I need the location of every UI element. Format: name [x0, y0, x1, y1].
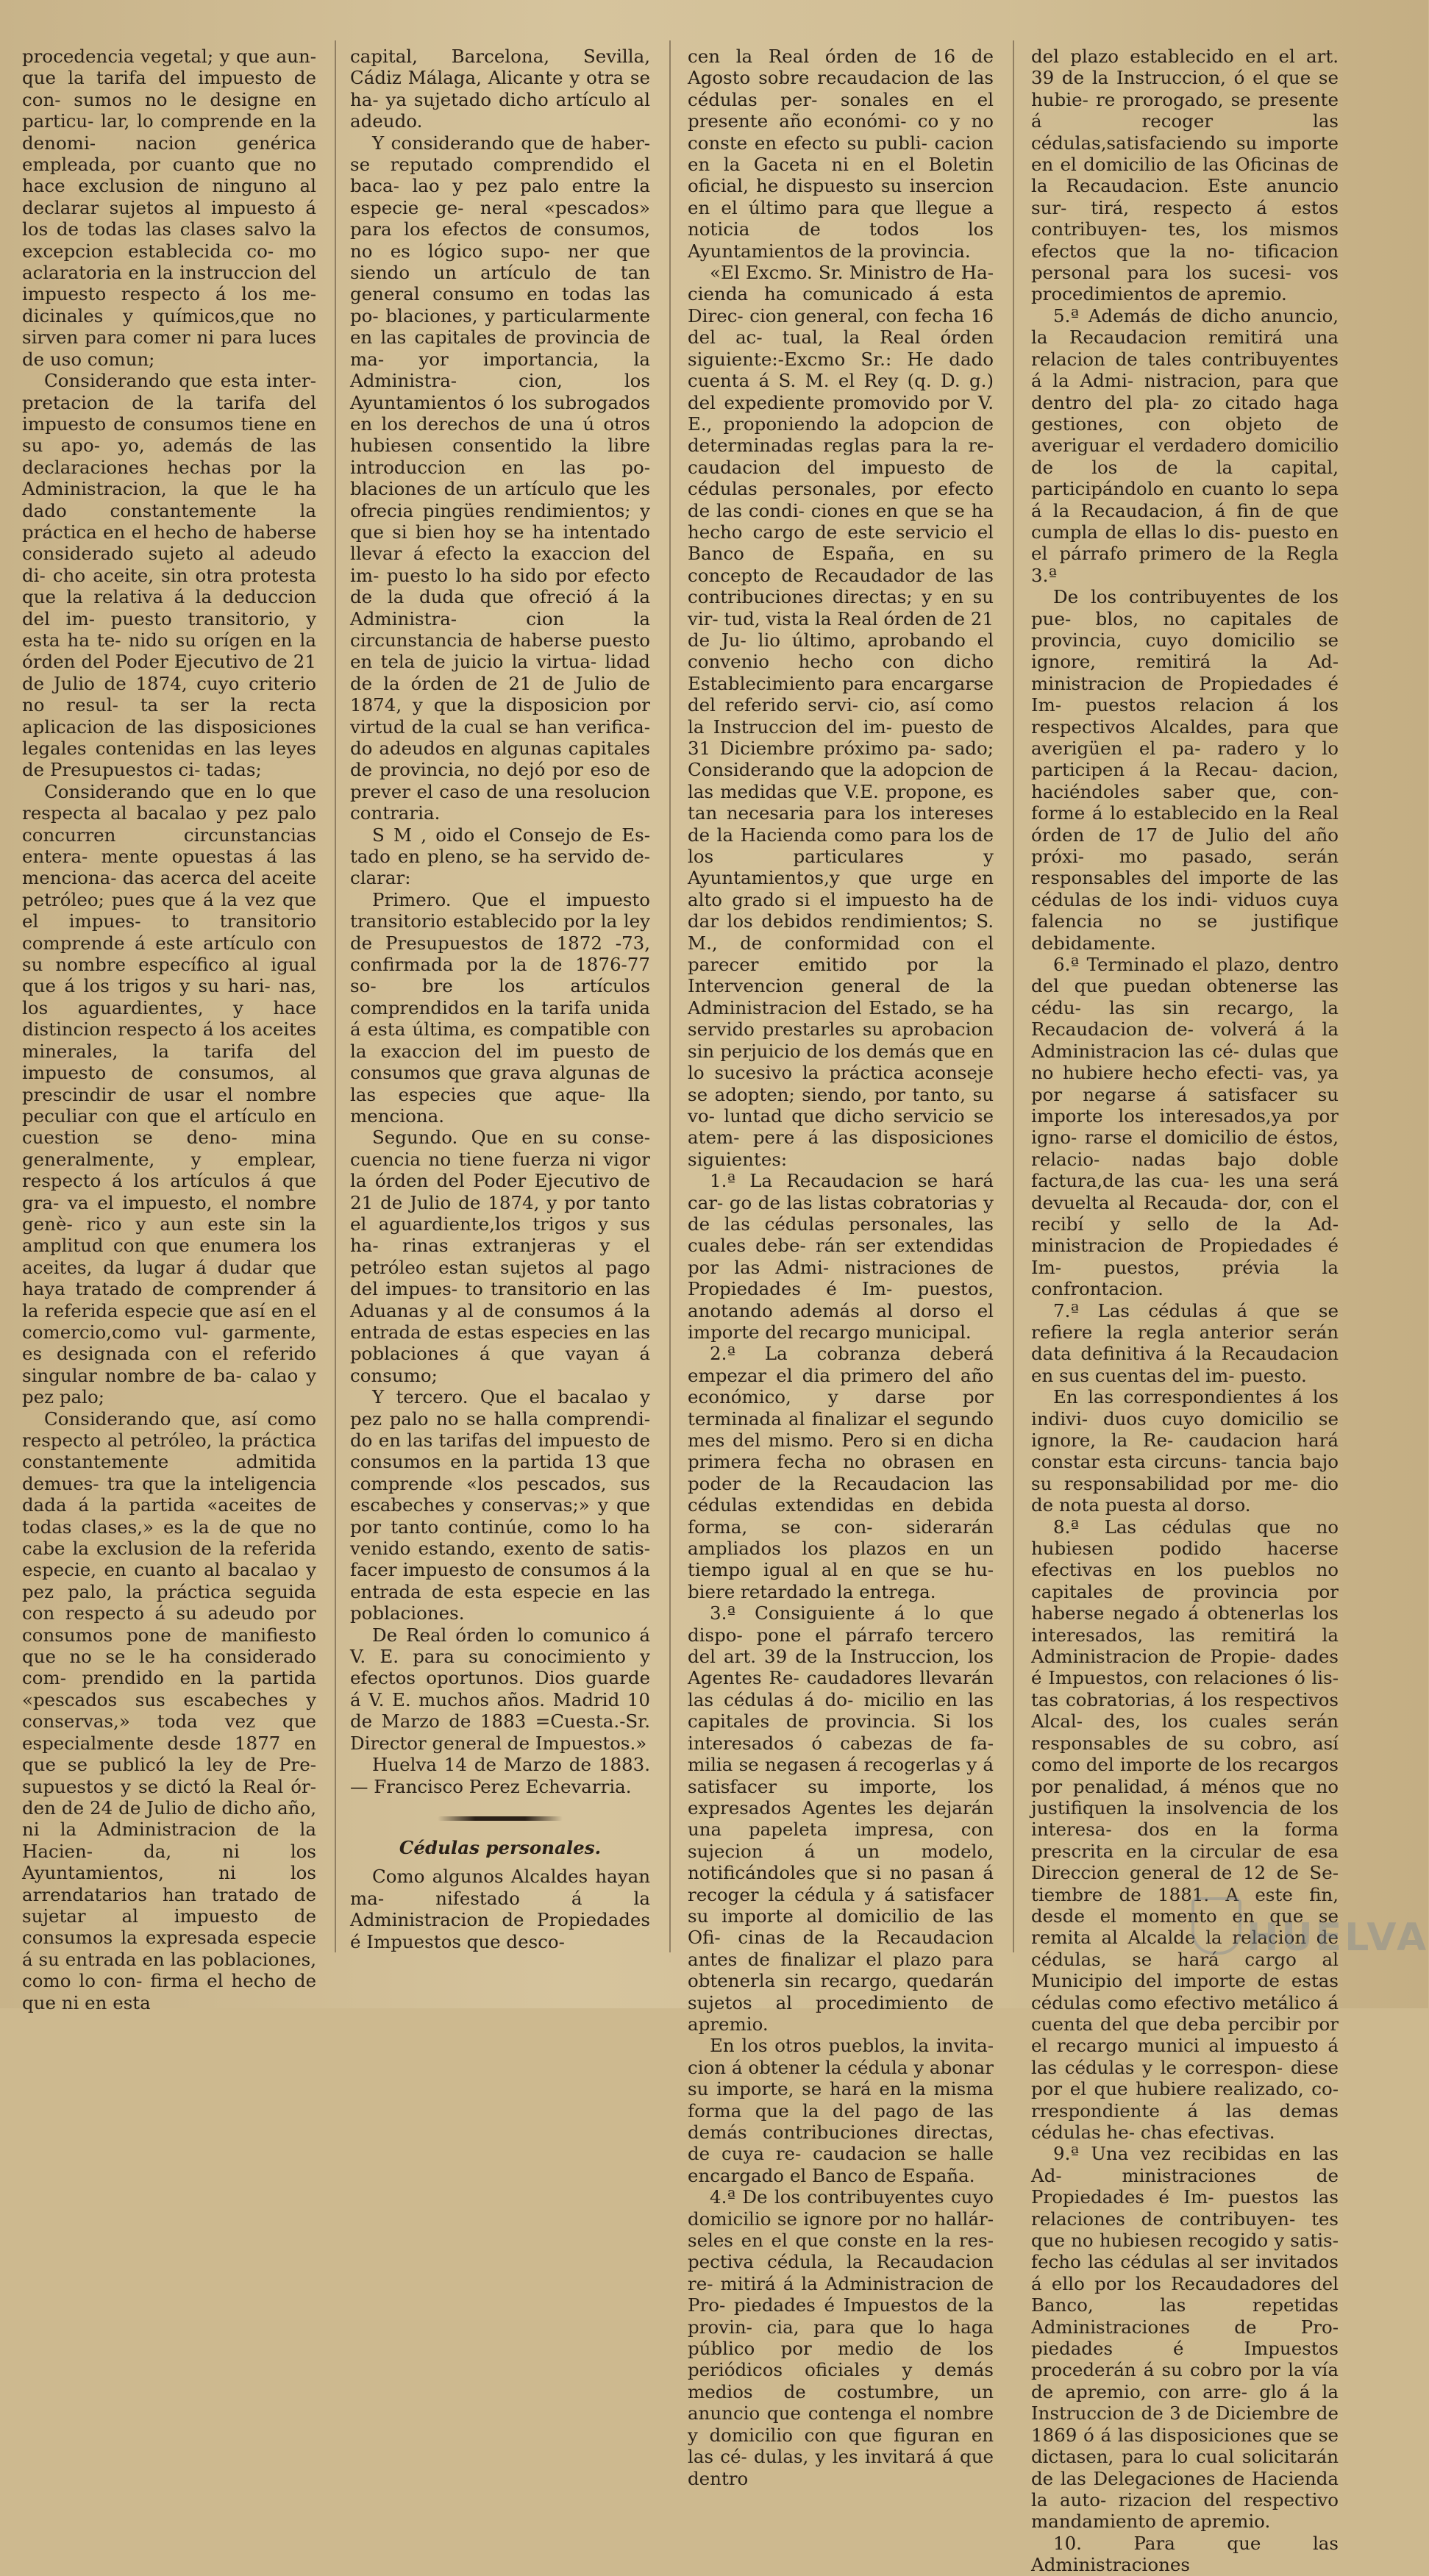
paragraph: 5.ª Además de dicho anuncio, la Recaudacion remitirá una relacion de tales contribuyentes á la Admi- nistracion, para que dentro del pla- zo citado haga gestiones, con objeto de averiguar el verdadero domicilio de los de la capital, participándolo en cuanto lo sepa á la Recaudacion, á fin de que cumpla de ellas lo dis- puesto en el párrafo primero de la Regla 3.ª	[1031, 304, 1339, 586]
paragraph: Como algunos Alcaldes hayan ma- nifestado á la Administracion de Propiedades é Impuestos que desco-	[350, 1866, 650, 1952]
paragraph: En las correspondientes á los indivi- duos cuyo domicilio se ignore, la Re- caudacion hará constar esta circuns- tancia bajo su responsabilidad por me- dio de nota puesta al dorso.	[1031, 1386, 1339, 1516]
paragraph: 7.ª Las cédulas á que se refiere la regla anterior serán data definitiva á la Recaudacion en sus cuentas del im- puesto.	[1031, 1299, 1339, 1386]
text-column-2	[350, 46, 650, 1994]
archive-emblem-icon	[1191, 1897, 1241, 1955]
column-rule	[335, 40, 336, 1952]
column-rule	[669, 40, 671, 1952]
paragraph: De Real órden lo comunico á V. E. para su conocimiento y efectos oportunos. Dios guarde á V. E. muchos años. Madrid 10 de Marzo de 1883 =Cuesta.-Sr. Director general de Impuestos.»	[350, 1624, 650, 1754]
paragraph: Considerando que en lo que respecta al bacalao y pez palo concurren circunstancias entera- mente opuestas á las menciona- das acerca del aceite petróleo; pues que á la vez que el impues- to transitorio comprende á este artículo con su nombre específico al igual que á los trigos y su hari- nas, los aguardientes, y hace distincion respecto á los aceites minerales, la tarifa del impuesto de consumos, al prescindir de usar el nombre peculiar con que el artículo en cuestion se deno- mina generalmente, y emplear, respecto á los artículos á que gra- va el impuesto, el nombre genè- rico y aun este sin la amplitud con que enumera los aceites, da lugar á dudar que haya tratado de comprender á la referida especie que así en el comercio,como vul- garmente, es designada con el referido singular nombre de ba- calao y pez palo;	[22, 780, 316, 1408]
paragraph: Primero. Que el impuesto transitorio establecido por la ley de Presupuestos de 1872 -73, confirmada por la de 1876-77 so- bre los artículos comprendidos en la tarifa unida á esta última, es compatible con la exaccion del im puesto de consumos que grava algunas de las especies que aque- lla menciona.	[350, 888, 650, 1127]
column-2-body	[350, 46, 650, 1797]
paragraph: procedencia vegetal; y que aun- que la tarifa del impuesto de con- sumos no le designe en particu- lar, lo comprende en la denomi- nacion genérica empleada, por cuanto que no hace exclusion de ninguno al declarar sujetos al impuesto á los de todas las clases salvo la excepcion establecida co- mo aclaratoria en la instruccion del impuesto respecto á los me- dicinales y químicos,que no sirven para comer ni para luces de uso comun;	[22, 46, 316, 370]
paragraph: 1.ª La Recaudacion se hará car- go de las listas cobratorias y de las cédulas personales, las cuales debe- rán ser extendidas por las Admi- nistraciones de Propiedades é Im- puestos, anotando además al dorso el importe del recargo municipal.	[688, 1170, 994, 1343]
paragraph: 9.ª Una vez recibidas en las Ad- ministraciones de Propiedades é Im- puestos las relaciones de contribuyen- tes que no hubiesen recogido y satis- fecho las cédulas al ser invitados á ello por los Recaudadores del Banco, las repetidas Administraciones de Pro- piedades é Impuestos procederán á su cobro por la vía de apremio, con arre- glo á la Instruccion de 3 de Diciembre de 1869 ó á las disposiciones que se dictasen, para lo cual solicitarán de las Delegaciones de Hacienda la auto- rizacion del respectivo mandamiento de apremio.	[1031, 2143, 1339, 2533]
paragraph: Considerando que esta inter- pretacion de la tarifa del impuesto de consumos tiene en su apo- yo, además de las declaraciones hechas por la Administracion, la que le ha dado constantemente la práctica en el hecho de haberse considerado sujeto al adeudo di- cho aceite, sin otra protesta que la relativa á la deduccion del im- puesto transitorio, y esta ha te- nido su orígen en la órden del Poder Ejecutivo de 21 de Julio de 1874, cuyo criterio no resul- ta ser la recta aplicacion de las disposiciones legales contenidas en las leyes de Presupuestos ci- tadas;	[22, 370, 316, 781]
watermark-text: HUELVA	[1247, 1916, 1429, 1960]
paragraph: 4.ª De los contribuyentes cuyo domicilio se ignore por no hallár- seles en el que conste en la res- pectiva cédula, la Recaudacion re- mitirá á la Administracion de Pro- piedades é Impuestos de la provin- cia, para que lo haga público por medio de los periódicos oficiales y demás medios de costumbre, un anuncio que contenga el nombre y domicilio con que figuran en las cé- dulas, y les invitará á que dentro	[688, 2186, 994, 2489]
paragraph: 3.ª Consiguiente á lo que dispo- pone el párrafo tercero del art. 39 de la Instruccion, los Agentes Re- caudadores llevarán las cédulas á do- micilio en las capitales de provincia. Si los interesados ó cabezas de fa- milia se negasen á recogerlas y á satisfacer su importe, los expresados Agentes les dejarán una papeleta impresa, con sujecion á un modelo, notificándoles que si no pasan á recoger la cédula y á satisfacer su importe al domicilio de las Ofi- cinas de la Recaudacion antes de finalizar el plazo para obtenerla sin recargo, quedarán sujetos al procedimiento de apremio.	[688, 1602, 994, 2035]
paragraph: 2.ª La cobranza deberá empezar el dia primero del año económico, y darse por terminada al finalizar el segundo mes del mismo. Pero si en dicha primera fecha no obrasen en poder de la Recaudacion las cédulas extendidas en debida forma, se con- siderarán ampliados los plazos en un tiempo igual al en que se hu- biere retardado la entrega.	[688, 1343, 994, 1602]
paragraph: del plazo establecido en el art. 39 de la Instruccion, ó el que se hubie- re prorogado, se presente á recoger las cédulas,satisfaciendo su importe en el domicilio de las Oficinas de la Recaudacion. Este anuncio sur- tirá, respecto á estos contribuyen- tes, los mismos efectos que la no- tificacion personal para los sucesi- vos procedimientos de apremio.	[1031, 46, 1339, 305]
paragraph: Y tercero. Que el bacalao y pez palo no se halla comprendi- do en las tarifas del impuesto de consumos en la partida 13 que comprende «los pescados, sus escabeches y conservas;» y que por tanto continúe, como lo ha venido estando, exento de satis- facer impuesto de consumos á la entrada de esta especie en las poblaciones.	[350, 1386, 650, 1624]
paragraph: En los otros pueblos, la invita- cion á obtener la cédula y abonar su importe, se hará en la misma forma que la del pago de las demás contribuciones directas, de cuya re- caudacion se halle encargado el Banco de España.	[688, 2035, 994, 2186]
paragraph: «El Excmo. Sr. Ministro de Ha- cienda ha comunicado á esta Direc- cion general, con fecha 16 del ac- tual, la Real órden siguiente:-Excmo Sr.: He dado cuenta á S. M. el Rey (q. D. g.) del expediente promovido por V. E., proponiendo la adopcion de determinadas reglas para la re- caudacion del impuesto de cédulas personales, por efecto de las condi- ciones en que se ha hecho cargo de este servicio el Banco de España, en su concepto de Recaudador de las contribuciones directas; y en su vir- tud, vista la Real órden de 21 de Ju- lio último, aprobando el convenio hecho con dicho Establecimiento para encargarse del referido servi- cio, así como la Instruccion del im- puesto de 31 Diciembre próximo pa- sado; Considerando que la adopcion de las medidas que V.E. propone, es tan necesaria para los intereses de la Hacienda como para los de los particulares y Ayuntamientos,y que urge en alto grado si el impuesto ha de dar los debidos rendimientos; S. M., de conformidad con el parecer emitido por la Intervencion general de la Administracion del Estado, se ha servido prestarles su aprobacion sin perjuicio de los demás que en lo sucesivo la práctica aconseje se adopten; siendo, por tanto, su vo- luntad que dicho servicio se atem- pere á las disposiciones siguientes:	[688, 262, 994, 1170]
paragraph: Considerando que, así como respecto al petróleo, la práctica constantemente admitida demues- tra que la inteligencia dada á la partida «aceites de todas clases,» es la de que no cabe la exclusion de la referida especie, en cuanto al bacalao y pez palo, la práctica seguida con respecto á su adeudo por consumos pone de manifiesto que no se le ha considerado com- prendido en la partida «pescados sus escabeches y conservas,» toda vez que especialmente desde 1877 en que se publicó la ley de Pre- supuestos y se dictó la Real ór- den de 24 de Julio de dicho año, ni la Administracion de la Hacien- da, ni los Ayuntamientos, ni los arrendatarios han tratado de sujetar al impuesto de consumos la expresada especie á su entrada en las poblaciones, como lo con- firma el hecho de que ni en esta	[22, 1407, 316, 2013]
text-column-3	[688, 46, 994, 2489]
paragraph: 8.ª Las cédulas que no hubiesen podido hacerse efectivas en los pueblos no capitales de provincia por haberse negado á obtenerlas los interesados, las remitirá la Administracion de Propie- dades é Impuestos, con relaciones ó lis- tas cobratorias, á los respectivos Alcal- des, los cuales serán responsables de su cobro, así como del importe de los recargos por penalidad, á ménos que no justifiquen la insolvencia de los interesa- dos en la forma prescrita en la circular de esa Direccion general de 12 de Se- tiembre de 1881. A este fin, desde el momento en que se remita al Alcalde la relacion de cédulas, se hará cargo al Municipio del importe de estas cédulas como efectivo metálico á cuenta del que deba percibir por el recargo munici al impuesto á las cédulas y le correspon- diese por el que hubiere realizado, co- rrespondiente á las demas cédulas he- chas efectivas.	[1031, 1516, 1339, 2143]
paragraph: S M , oido el Consejo de Es- tado en pleno, se ha servido de- clarar:	[350, 824, 650, 889]
paragraph: Huelva 14 de Marzo de 1883.— Francisco Perez Echevarria.	[350, 1754, 650, 1797]
column-rule	[1013, 40, 1014, 1952]
paragraph: Segundo. Que en su conse- cuencia no tiene fuerza ni vigor la órden del Poder Ejecutivo de 21 de Julio de 1874, y por tanto el aguardiente,los trigos y sus ha- rinas extranjeras y el petróleo estan sujetos al pago del impues- to transitorio en las Aduanas y al de consumos á la entrada de estas especies en las poblaciones á que vayan á consumo;	[350, 1127, 650, 1386]
section-title: Cédulas personales.	[399, 1836, 602, 1858]
text-column-4	[1031, 46, 1339, 2576]
paragraph: cen la Real órden de 16 de Agosto sobre recaudacion de las cédulas per- sonales en el presente año económi- co y no conste en efecto su publi- cacion en la Gaceta ni en el Boletin oficial, he dispuesto su insercion en el último para que llegue a noticia de todos los Ayuntamientos de la provincia.	[688, 46, 994, 262]
paragraph: De los contribuyentes de los pue- blos, no capitales de provincia, cuyo domicilio se ignore, remitirá la Ad- ministracion de Propiedades é Im- puestos relacion á los respectivos Alcaldes, para que averigüen el pa- radero y lo participen á la Recau- dacion, haciéndoles saber que, con- forme á lo establecido en la Real órden de 17 de Julio del año próxi- mo pasado, serán responsables del importe de las cédulas de los indi- viduos cuya falencia no se justifique debidamente.	[1031, 586, 1339, 954]
text-column-1	[22, 46, 316, 2013]
paragraph: 10. Para que las Administraciones	[1031, 2532, 1339, 2576]
section-divider	[438, 1816, 563, 1821]
column-2-section-body	[350, 1866, 650, 1952]
archive-watermark	[1177, 1875, 1429, 1978]
paragraph: capital, Barcelona, Sevilla, Cádiz Málaga, Alicante y otra se ha- ya sujetado dicho artículo al adeudo.	[350, 46, 650, 132]
paragraph: Y considerando que de haber- se reputado comprendido el baca- lao y pez palo entre la especie ge- neral «pescados» para los efectos de consumos, no es lógico supo- ner que siendo un artículo de tan general consumo en todas las po- blaciones, y particularmente en las capitales de provincia de ma- yor importancia, la Administra- cion, los Ayuntamientos ó los subrogados en los derechos de una ú otros hubiesen consentido la libre introduccion en las po- blaciones de un artículo que les ofrecia pingües rendimientos; y que si bien hoy se ha intentado llevar á efecto la exaccion del im- puesto lo ha sido por efecto de la duda que ofreció á la Administra- cion la circunstancia de haberse puesto en tela de juicio la virtua- lidad de la órden de 21 de Julio de 1874, y que la disposicion por virtud de la cual se han verifica- do adeudos en algunas capitales de provincia, no dejó por eso de prever el caso de una resolucion contraria.	[350, 132, 650, 824]
paragraph: 6.ª Terminado el plazo, dentro del que puedan obtenerse las cédu- las sin recargo, la Recaudacion de- volverá á la Administracion las cé- dulas que no hubiere hecho efecti- vas, ya por negarse á satisfacer su importe los interesados,ya por igno- rarse el domicilio de éstos, relacio- nadas bajo doble factura,de las cua- les una será devuelta al Recauda- dor, con el recibí y sello de la Ad- ministracion de Propiedades é Im- puestos, prévia la confrontacion.	[1031, 954, 1339, 1300]
